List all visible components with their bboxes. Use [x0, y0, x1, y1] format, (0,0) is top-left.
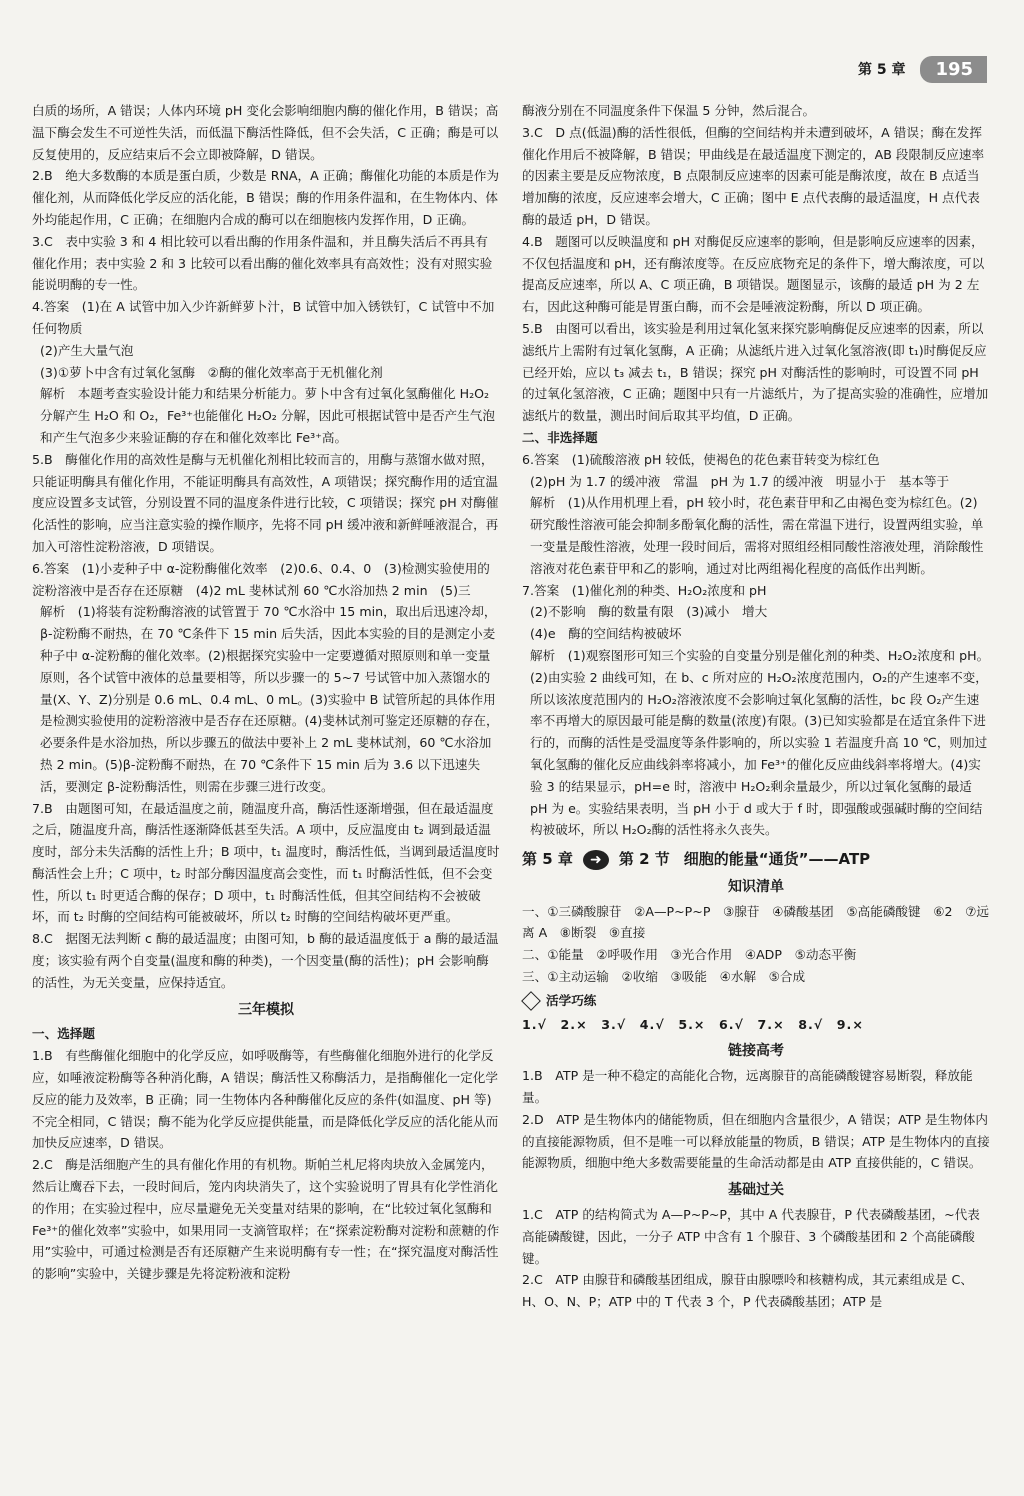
answer-entry: 8.C 据图无法判断 c 酶的最适温度；由图可知，b 酶的最适温度低于 a 酶的最适温度；该实验有两个自变量(温度和酶的种类)，一个因变量(酶的活性)；pH 会影响酶的活性，为无关变量，应保持适宜。 [32, 931, 499, 990]
banner-chapter: 第 5 章 [522, 850, 573, 869]
chapter-label: 第 5 章 [858, 62, 906, 78]
gaokao-title: 链接高考 [728, 1043, 784, 1060]
section-banner [522, 849, 990, 871]
basic-title: 基础过关 [728, 1182, 784, 1199]
answer-entry: 2.C 酶是活细胞产生的具有催化作用的有机物。斯帕兰札尼将肉块放入金属笼内，然后让鹰吞下去，一段时间后，笼内肉块消失了，这个实验说明了胃具有化学性消化的作用；在实验过程中，应尽量避免无关变量对结果的影响，在“比较过氧化氢酶和 Fe³⁺的催化效率”实验中，如果用同一支滴管取样；在“探索淀粉酶对淀粉和蔗糖的作用”实验中，可通过检测是否有还原糖产生来说明酶有专一性；在“探究温度对酶活性的影响”实验中，关键步骤是先将淀粉液和淀粉 [32, 1157, 500, 1282]
analysis-entry: 解析 (1)观察图形可知三个实验的自变量分别是催化剂的种类、H₂O₂浓度和 pH。(2)由实验 2 曲线可知，在 b、c 所对应的 H₂O₂浓度范围内，O₂的产生速率不变，所以该浓度范围内的 H₂O₂溶液浓度不会影响过氧化氢酶的活性，bc 段 O₂产生速率不再增大的原因最可能是酶的数量(浓度)有限。(3)已知实验都是在适宜条件下进行的，而酶的活性是受温度等条件影响的，所以实验 1 若温度升高 10 ℃，则加过氧化氢酶的催化反应曲线斜率将减小，加 Fe³⁺的催化反应曲线斜率将增大。(4)实验 3 的结果显示，pH=e 时，溶液中 H₂O₂剩余量最少，所以过氧化氢酶的最适 pH 为 e。实验结果表明，当 pH 小于 d 或大于 f 时，即强酸或强碱时酶的空间结构被破坏，所以 H₂O₂酶的活性将永久丧失。 [530, 647, 990, 838]
section-heading: 一、选择题 [32, 1026, 95, 1042]
right-column [522, 100, 990, 1313]
page-number: 195 [920, 56, 988, 83]
banner-section: 第 2 节 [618, 850, 670, 869]
answer-entry: 7.B 由题图可知，在最适温度之前，随温度升高，酶活性逐渐增强，但在最适温度之后，随温度升高，酶活性逐渐降低甚至失活。A 项中，反应温度由 t₂ 调到最适温度时，部分未失活酶的活性上升；B 项中，t₁ 温度时，酶活性低，当调到最适温度时酶活性会上升；C 项中，t₂ 时部分酶因温度高会变性，而 t₁ 时酶活性低，但不会变性，所以 t₁ 时更适合酶的保存；D 项中，t₁ 时酶活性低，但其空间结构不会被破坏，而 t₂ 时酶的空间结构可能被破坏，所以 t₂ 时酶的空间结构破坏更严重。 [32, 800, 500, 925]
diamond-icon [521, 991, 541, 1011]
answer-entry: 白质的场所，A 错误；人体内环境 pH 变化会影响细胞内酶的催化作用，B 错误；高温下酶会发生不可逆性失活，而低温下酶活性降低，但不会失活，C 正确；酶是可以反复使用的，反应结束后不会立即被降解，D 错误。 [32, 103, 499, 162]
arrow-right-icon: ➜ [583, 850, 609, 870]
answer-entry: 4.答案 (1)在 A 试管中加入少许新鲜萝卜汁，B 试管中加入锈铁钉，C 试管中不加任何物质 [32, 299, 495, 336]
answer-entry: (2)产生大量气泡 [40, 342, 134, 358]
answer-entry: 1.C ATP 的结构简式为 A—P~P~P，其中 A 代表腺苷，P 代表磷酸基团，~代表高能磷酸键，因此，一分子 ATP 中含有 1 个腺苷、3 个磷酸基团和 2 个高能磷酸键。 [522, 1207, 980, 1266]
practice-tag [522, 990, 990, 1012]
knowledge-line: 三、①主动运输 ②收缩 ③吸能 ④水解 ⑤合成 [522, 969, 806, 985]
answer-entry: (2)不影响 酶的数量有限 (3)减小 增大 [530, 604, 768, 620]
banner-title: 细胞的能量“通货”——ATP [683, 850, 871, 869]
section-title-three-year: 三年模拟 [238, 1001, 294, 1018]
analysis-entry: 解析 (1)将装有淀粉酶溶液的试管置于 70 ℃水浴中 15 min，取出后迅速冷却，β-淀粉酶不耐热，在 70 ℃条件下 15 min 后失活，因此本实验的目的是测定小麦种子中 α-淀粉酶的催化效率。(2)根据探究实验中一定要遵循对照原则和单一变量原则，各个试管中液体的总量要相等，所以步骤一的 5~7 号试管中加入蒸馏水的量(X、Y、Z)分别是 0.6 mL、0.4 mL、0 mL。(3)实验中 B 试管所起的具体作用是检测实验使用的淀粉溶液中是否存在还原糖。(4)斐林试剂可鉴定还原糖的存在，必要条件是水浴加热，所以步骤五的做法中要补上 2 mL 斐林试剂，60 ℃水浴加热 2 min。(5)β-淀粉酶不耐热，在 70 ℃条件下 15 min 后为 3.6 以下迅速失活，要测定 β-淀粉酶活性，则需在步骤三进行改变。 [40, 604, 499, 794]
answer-entry: 2.D ATP 是生物体内的储能物质，但在细胞内含量很少，A 错误；ATP 是生物体内的直接能源物质，但不是唯一可以释放能量的物质，B 错误；ATP 是生物体内的直接能源物质，细胞中绝大多数需要能量的生命活动都是由 ATP 直接供能的，C 错误。 [522, 1111, 990, 1171]
answer-entry: 2.B 绝大多数酶的本质是蛋白质，少数是 RNA，A 正确；酶催化功能的本质是作为催化剂，从而降低化学反应的活化能，B 错误；酶的作用条件温和，在生物体内、体外均能起作用，C 正确；在细胞内合成的酶可以在细胞核内发挥作用，D 正确。 [32, 168, 500, 227]
answer-entry: 3.C D 点(低温)酶的活性很低，但酶的空间结构并未遭到破坏，A 错误；酶在发挥催化作用后不被降解，B 错误；甲曲线是在最适温度下测定的，AB 段限制反应速率的因素主要是反应物浓度，B 点限制反应速率的因素可能是酶浓度，故在 B 点适当增加酶的浓度，反应速率会增大，C 正确；图中 E 点代表酶的最适温度，H 点代表酶的最适 pH，D 错误。 [522, 124, 985, 227]
answer-entry: 1.B 有些酶催化细胞中的化学反应，如呼吸酶等，有些酶催化细胞外进行的化学反应，如唾液淀粉酶等各种消化酶，A 错误；酶活性又称酶活力，是指酶催化一定化学反应的能力及效率，B 正确；同一生物体内各种酶催化反应的条件(如温度、pH 等)不完全相同，C 错误；酶不能为化学反应提供能量，而是降低化学反应的活化能从而加快反应速率，D 错误。 [32, 1048, 499, 1151]
answer-entry: 7.答案 (1)催化剂的种类、H₂O₂浓度和 pH [522, 582, 767, 598]
answer-entry: 1.B ATP 是一种不稳定的高能化合物，远离腺苷的高能磷酸键容易断裂，释放能量。 [522, 1068, 973, 1106]
answer-entry: 5.B 由图可以看出，该实验是利用过氧化氢来探究影响酶促反应速率的因素，所以滤纸片上需附有过氧化氢酶，A 正确；从滤纸片进入过氧化氢溶液(即 t₁)时酶促反应已经开始，应以 t₃ 减去 t₁，B 错误；探究 pH 对酶活性的影响时，可设置不同 pH 的过氧化氢溶液，C 正确；题图中只有一片滤纸片，为了提高实验的准确性，应增加滤纸片的数量，测出时间后取其平均值，D 正确。 [522, 320, 989, 424]
left-column [32, 100, 500, 1285]
answer-entry: (2)pH 为 1.7 的缓冲液 常温 pH 为 1.7 的缓冲液 明显小于 基本等于 [530, 473, 950, 489]
practice-tag-label: 活学巧练 [546, 992, 597, 1008]
knowledge-line: 二、①能量 ②呼吸作用 ③光合作用 ④ADP ⑤动态平衡 [522, 947, 857, 963]
answer-entry: 6.答案 (1)小麦种子中 α-淀粉酶催化效率 (2)0.6、0.4、0 (3)检测实验使用的淀粉溶液中是否存在还原糖 (4)2 mL 斐林试剂 60 ℃水浴加热 2 min (5)三 [32, 560, 490, 598]
answer-entry: (3)①萝卜中含有过氧化氢酶 ②酶的催化效率高于无机催化剂 [40, 364, 383, 380]
answer-entry: 3.C 表中实验 3 和 4 相比较可以看出酶的作用条件温和，并且酶失活后不再具有催化作用；表中实验 2 和 3 比较可以看出酶的催化效率具有高效性；没有对照实验能说明酶的专一性。 [32, 233, 493, 293]
answer-entry: 5.B 酶催化作用的高效性是酶与无机催化剂相比较而言的，用酶与蒸馏水做对照，只能证明酶具有催化作用，不能证明酶具有高效性，A 项错误；探究酶作用的适宜温度应设置多支试管，分别设置不同的温度条件进行比较，C 项错误；探究 pH 对酶催化活性的影响，应当注意实验的操作顺序，先将不同 pH 缓冲液和新鲜唾液混合，再加入可溶性淀粉溶液，D 项错误。 [32, 451, 499, 554]
analysis-entry: 解析 本题考查实验设计能力和结果分析能力。萝卜中含有过氧化氢酶催化 H₂O₂ 分解产生 H₂O 和 O₂，Fe³⁺也能催化 H₂O₂ 分解，因此可根据试管中是否产生气泡和产生气泡多少来验证酶的存在和催化效率比 Fe³⁺高。 [40, 386, 495, 445]
knowledge-line: 一、①三磷酸腺苷 ②A—P~P~P ③腺苷 ④磷酸基团 ⑤高能磷酸键 ⑥2 ⑦远离 A ⑧断裂 ⑨直接 [522, 903, 989, 941]
section-heading: 二、非选择题 [522, 429, 598, 445]
knowledge-title: 知识清单 [728, 878, 784, 895]
page-header [858, 54, 1024, 84]
analysis-entry: 解析 (1)从作用机理上看，pH 较小时，花色素苷甲和乙由褐色变为棕红色。(2)研究酸性溶液可能会抑制多酚氧化酶的活性，需在常温下进行，设置两组实验，单一变量是酸性溶液，处理一段时间后，需将对照组经相同酸性溶液处理，消除酸性溶液对花色素苷甲和乙的影响，通过对比两组褐化程度的高低作出判断。 [530, 495, 984, 576]
answer-entry: 酶液分别在不同温度条件下保温 5 分钟，然后混合。 [522, 103, 816, 118]
answer-entry: (4)e 酶的空间结构被破坏 [530, 626, 682, 642]
answer-entry: 4.B 题图可以反映温度和 pH 对酶促反应速率的影响，但是影响反应速率的因素，不仅包括温度和 pH，还有酶浓度等。在反应底物充足的条件下，增大酶浓度，可以提高反应速率，所以 A、C 项正确，B 项错误。题图显示，该酶的最适 pH 为 2 左右，因此这种酶可能是胃蛋白酶，而不会是唾液淀粉酶，所以 D 项正确。 [522, 233, 985, 315]
answer-entry: 6.答案 (1)硫酸溶液 pH 较低，使褐色的花色素苷转变为棕红色 [522, 451, 880, 467]
practice-answers: 1.√ 2.× 3.√ 4.√ 5.× 6.√ 7.× 8.√ 9.× [522, 1016, 864, 1032]
answer-entry: 2.C ATP 由腺苷和磷酸基团组成，腺苷由腺嘌呤和核糖构成，其元素组成是 C、H、O、N、P；ATP 中的 T 代表 3 个，P 代表磷酸基团；ATP 是 [522, 1272, 973, 1310]
